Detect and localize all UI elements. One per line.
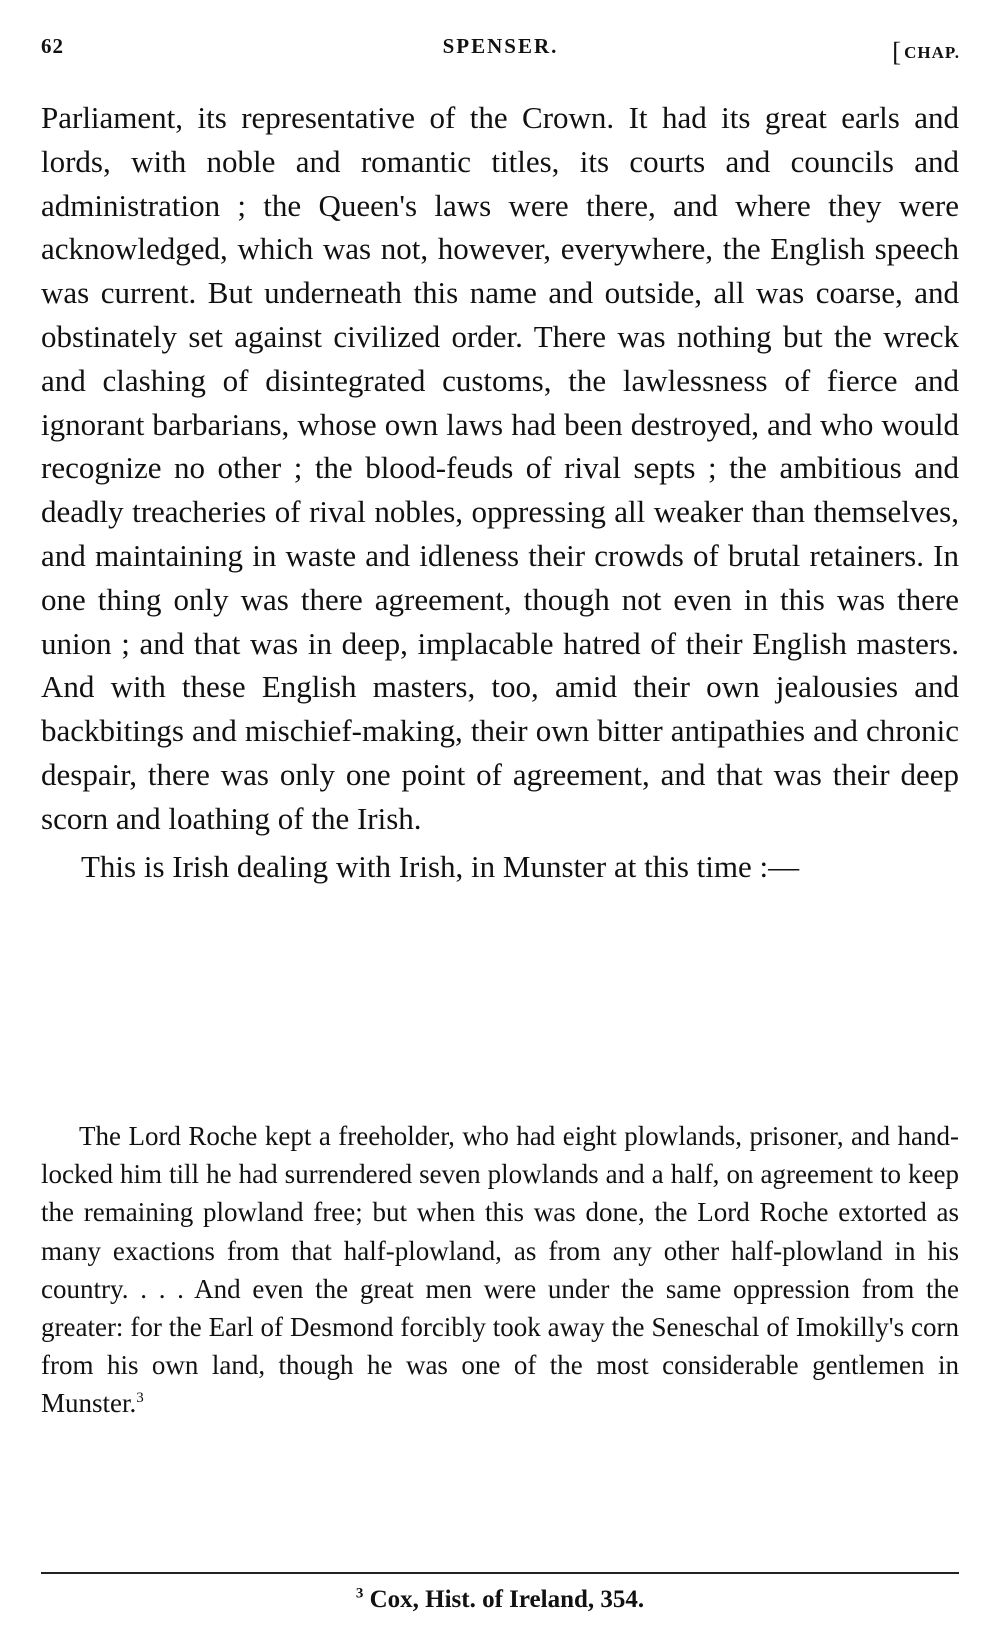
running-head	[41, 34, 960, 70]
paragraph-1: Parliament, its representative of the Crown. It had its great earls and lords, with noble and romantic titles, its courts and councils and administration ; the Queen's laws were there, and where they were acknowledged, which was not, however, everywhere, the English speech was current. But underneath this name and outside, all was coarse, and obstinately set against civilized order. There was nothing but the wreck and clashing of disintegrated customs, the lawlessness of fierce and ignorant barbarians, whose own laws had been destroyed, and who would recognize no other ; the blood-feuds of rival septs ; the ambitious and deadly treacheries of rival nobles, oppressing all weaker than themselves, and maintaining in waste and idleness their crowds of brutal retainers. In one thing only was there agreement, though not even in this was there union ; and that was in deep, implacable hatred of their English masters. And with these English masters, too, amid their own jealousies and backbitings and mischief-making, their own bitter antipathies and chronic despair, there was only one point of agreement, and that was their deep scorn and loathing of the Irish.	[41, 100, 959, 836]
quotation-paragraph	[41, 1117, 959, 1423]
page-number: 62	[41, 34, 64, 58]
footnote	[0, 1586, 1000, 1614]
block-quotation	[41, 1117, 959, 1423]
footnote-marker: 3	[355, 1585, 364, 1602]
quotation-text: The Lord Roche kept a freeholder, who had eight plowlands, prisoner, and hand-locked him till he had surrendered seven plowlands and a half, on agreement to keep the remaining plowland free; but when this was done, the Lord Roche extorted as many exactions from that half-plowland, as from any other half-plowland in his country. . . . And even the great men were under the same oppression from the greater: for the Earl of Desmond forcibly took away the Seneschal of Imokilly's corn from his own land, though he was one of the most considerable gentlemen in Munster.	[41, 1121, 959, 1419]
chapter-abbrev: CHAP.	[904, 43, 960, 62]
footnote-rule	[41, 1572, 959, 1574]
footnote-text: Cox, Hist. of Ireland, 354.	[369, 1586, 645, 1613]
body-text	[41, 96, 959, 888]
chapter-bracket: [	[892, 37, 903, 67]
running-title: SPENSER.	[442, 34, 559, 58]
chapter-label	[892, 34, 960, 65]
paragraph-2: This is Irish dealing with Irish, in Munster at this time :—	[81, 848, 800, 884]
footnote-reference: 3	[136, 1390, 144, 1407]
